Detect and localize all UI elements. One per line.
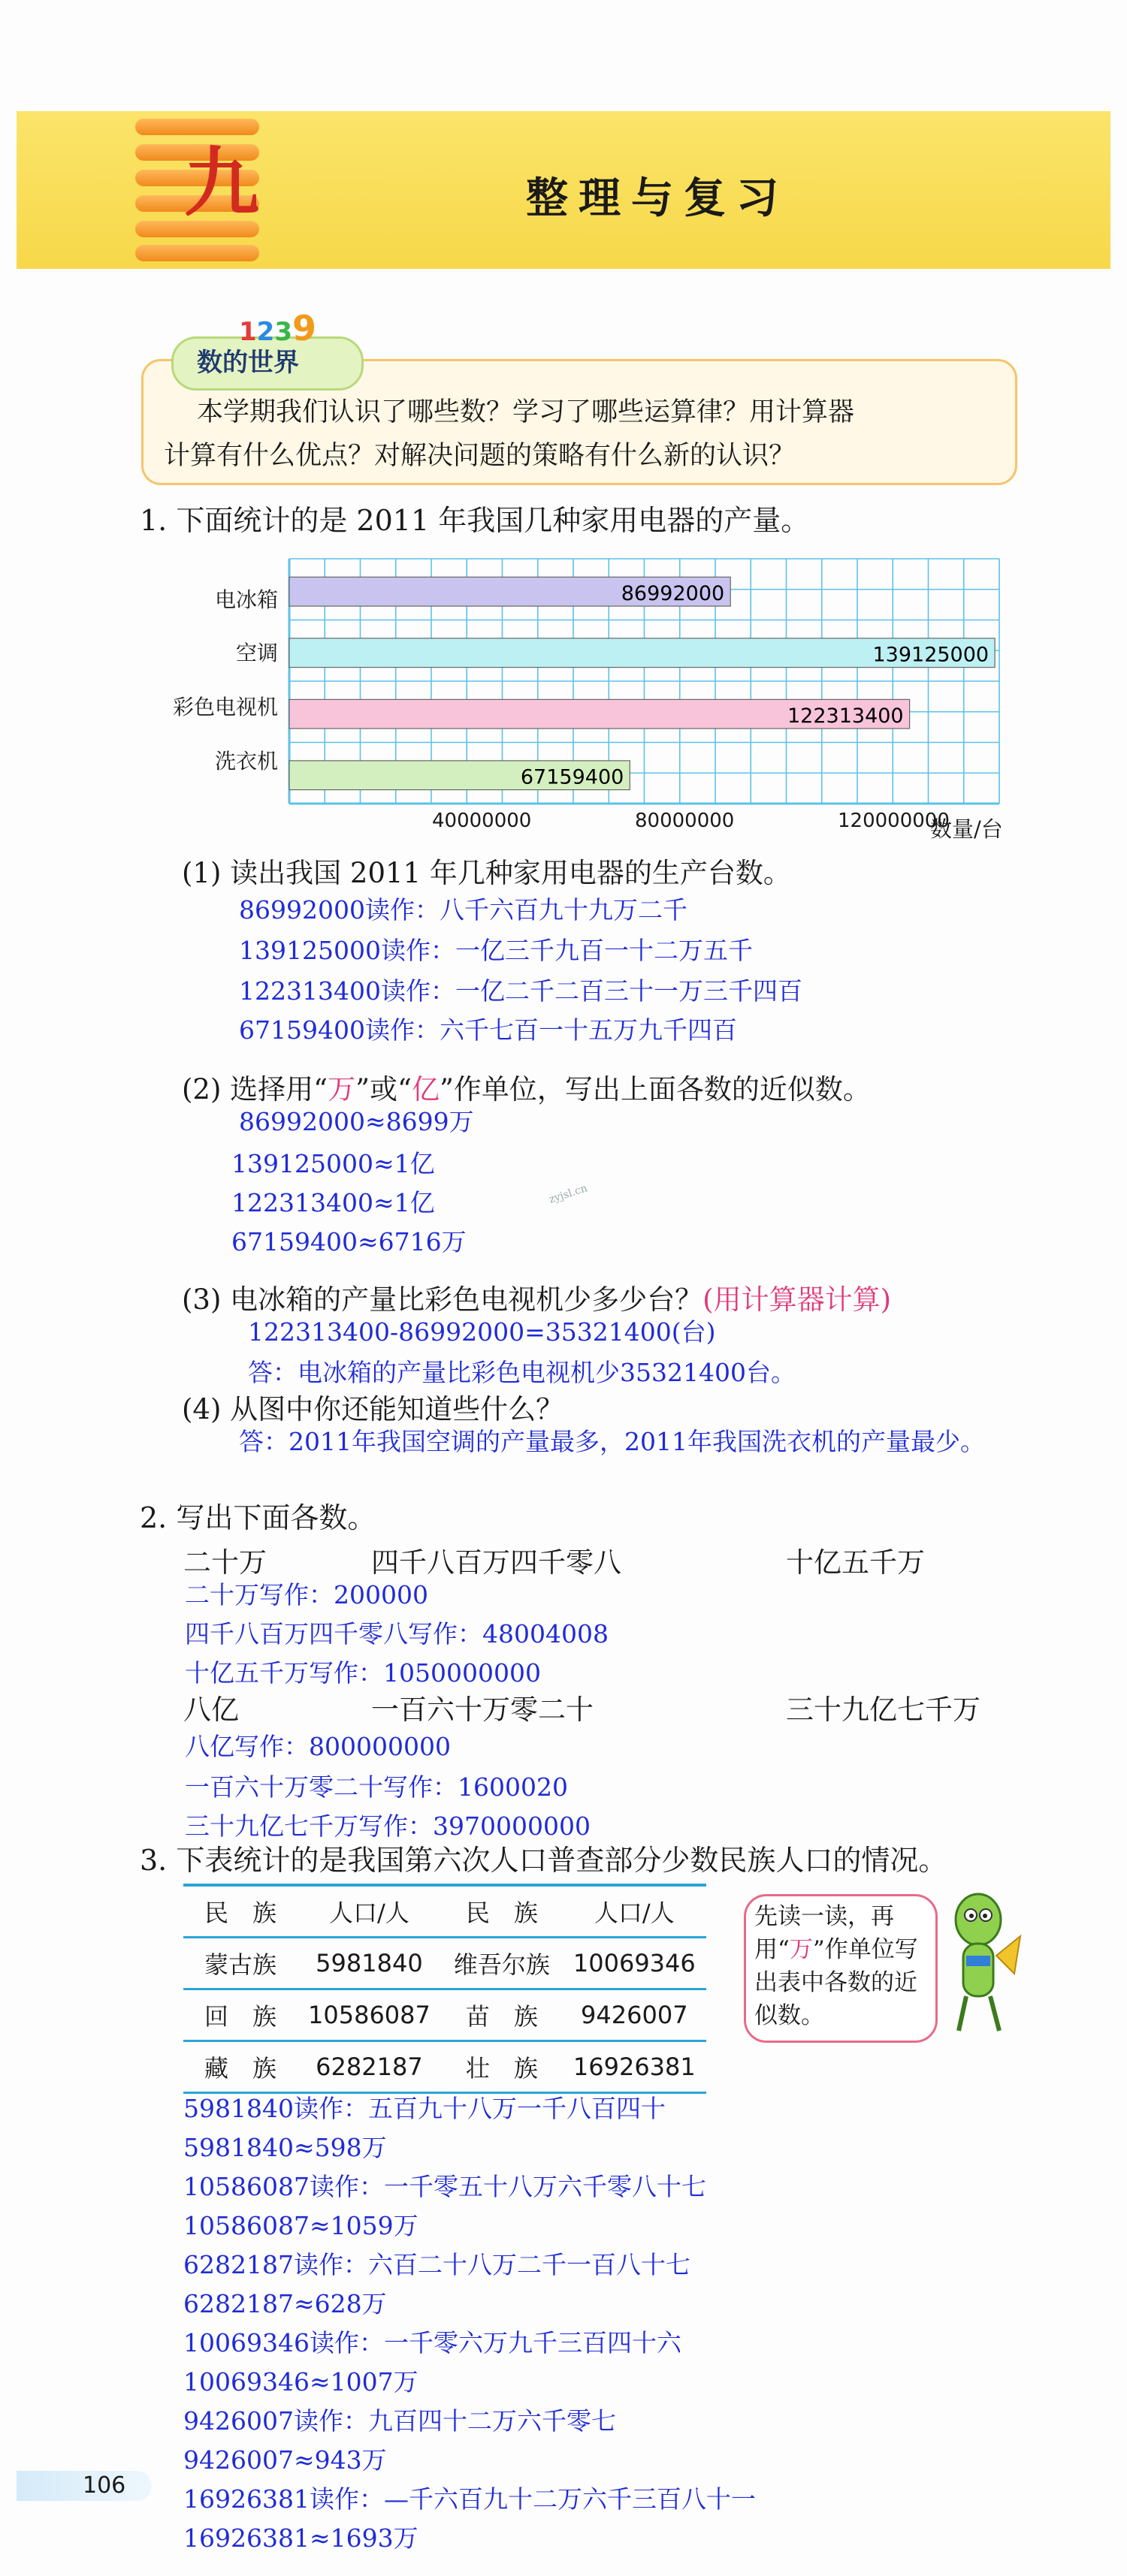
digits-decoration: 1239 [239, 308, 317, 348]
table-cell: 苗 族 [441, 1989, 563, 2041]
table-row [183, 2041, 706, 2093]
q2-prompt: 八亿 [183, 1694, 239, 1726]
answer-line: 十亿五千万写作：1050000000 [185, 1658, 541, 1688]
q2-prompt: 三十九亿七千万 [786, 1694, 980, 1726]
table-cell: 10069346 [563, 1938, 706, 1989]
table-header: 人口/人 [298, 1885, 441, 1938]
answer-line: 16926381≈1693万 [183, 2523, 418, 2553]
chart-bar-value-label: 86992000 [621, 581, 725, 605]
table-cell: 6282187 [298, 2041, 441, 2093]
q2-prompt: 二十万 [183, 1546, 267, 1579]
table-cell: 维吾尔族 [441, 1938, 563, 1989]
answer-line: 一百六十万零二十写作：1600020 [185, 1772, 568, 1802]
answer-line: 10069346读作：一千零六万九千三百四十六 [183, 2328, 681, 2357]
chart-category-label: 洗衣机 [214, 749, 278, 774]
answer-line: 八亿写作：800000000 [185, 1732, 451, 1761]
chart-category-label: 彩色电视机 [172, 695, 278, 719]
answer-line: 四千八百万四千零八写作：48004008 [185, 1619, 609, 1648]
table-cell: 回 族 [183, 1989, 298, 2041]
answer-line: 86992000≈8699万 [239, 1107, 474, 1136]
q1-part4-label: (4) 从图中你还能知道些什么？ [182, 1393, 564, 1425]
population-table [183, 1884, 706, 2094]
chart-category-label: 空调 [235, 641, 278, 665]
answer-line: 67159400读作：六千七百一十五万九千四百 [239, 1015, 737, 1045]
answer-line: 5981840读作：五百九十八万一千八百四十 [183, 2094, 666, 2123]
chart-bar-value-label: 67159400 [520, 765, 624, 789]
chapter-title: 整理与复习 [526, 174, 789, 223]
table-cell: 5981840 [298, 1938, 441, 1989]
calculation-line: 122313400-86992000=35321400(台) [248, 1317, 716, 1347]
chart-x-tick: 80000000 [635, 810, 735, 832]
table-header-row [183, 1885, 706, 1938]
table-cell: 16926381 [563, 2041, 706, 2093]
table-cell: 蒙古族 [183, 1938, 298, 1989]
answer-line: 6282187≈628万 [183, 2289, 387, 2318]
table-cell: 藏 族 [183, 2041, 298, 2093]
page-number: 106 [83, 2472, 126, 2499]
hint-bubble-text: 先读一读，再用“万”作单位写出表中各数的近似数。 [754, 1903, 918, 2029]
chart-bar-value-label: 139125000 [872, 643, 990, 667]
q1-title: 1. 下面统计的是 2011 年我国几种家用电器的产量。 [140, 504, 810, 537]
table-cell: 9426007 [563, 1989, 706, 2041]
answer-line: 二十万写作：200000 [185, 1580, 428, 1609]
chapter-number: 九 [184, 139, 259, 227]
answer-line: 答：2011年我国空调的产量最多，2011年我国洗衣机的产量最少。 [239, 1427, 985, 1456]
watermark: zyjsl.cn [547, 1182, 589, 1206]
answer-line: 122313400读作：一亿二千二百三十一万三千四百 [239, 976, 802, 1006]
q2-prompt: 十亿五千万 [786, 1546, 925, 1579]
answer-line: 67159400≈6716万 [231, 1227, 467, 1256]
table-header: 人口/人 [563, 1885, 706, 1938]
q3-title: 3. 下表统计的是我国第六次人口普查部分少数民族人口的情况。 [140, 1844, 947, 1877]
table-row [183, 1938, 706, 1989]
q1-part3-label: (3) 电冰箱的产量比彩色电视机少多少台？(用计算器计算) [182, 1283, 892, 1316]
table-cell: 10586087 [298, 1989, 441, 2041]
chart-x-axis-label: 数量/台 [930, 816, 1003, 842]
answer-line: 5981840≈598万 [183, 2133, 387, 2162]
intro-line-2: 计算有什么优点？对解决问题的策略有什么新的认识？ [164, 441, 796, 471]
answer-line: 139125000读作：一亿三千九百一十二万五千 [239, 936, 753, 965]
answer-line: 139125000≈1亿 [231, 1149, 435, 1178]
q2-prompt: 四千八百万四千零八 [371, 1546, 621, 1579]
chart-category-label: 电冰箱 [214, 587, 278, 612]
answer-line: 10586087读作：一千零五十八万六千零八十七 [183, 2172, 706, 2201]
answer-line: 9426007≈943万 [183, 2445, 387, 2475]
answer-line: 6282187读作：六百二十八万二千一百八十七 [183, 2250, 690, 2279]
table-cell: 壮 族 [441, 2041, 563, 2093]
intro-line-1: 本学期我们认识了哪些数？学习了哪些运算律？用计算器 [197, 397, 855, 427]
q2-title: 2. 写出下面各数。 [140, 1501, 376, 1534]
q1-part1-label: (1) 读出我国 2011 年几种家用电器的生产台数。 [182, 857, 791, 889]
table-header: 民 族 [441, 1885, 563, 1938]
chart-x-tick: 40000000 [432, 810, 532, 832]
table-header: 民 族 [183, 1885, 298, 1938]
chart-x-tick: 120000000 [838, 810, 950, 832]
answer-line: 9426007读作：九百四十二万六千零七 [183, 2406, 616, 2436]
answer-line: 10069346≈1007万 [183, 2367, 418, 2397]
world-tag-label: 数的世界 [197, 348, 299, 378]
table-row [183, 1989, 706, 2041]
mascot-illustration [936, 1884, 1026, 2041]
answer-line: 86992000读作：八千六百九十九万二千 [239, 895, 687, 925]
answer-line: 10586087≈1059万 [183, 2211, 418, 2240]
answer-line: 122313400≈1亿 [231, 1188, 435, 1217]
answer-line: 16926381读作：—千六百九十二万六千三百八十一 [183, 2484, 756, 2514]
q2-prompt: 一百六十万零二十 [371, 1694, 594, 1726]
answer-line: 答：电冰箱的产量比彩色电视机少35321400台。 [248, 1358, 796, 1387]
q1-part2-label: (2) 选择用“万”或“亿”作单位，写出上面各数的近似数。 [182, 1073, 871, 1106]
answer-line: 三十九亿七千万写作：3970000000 [185, 1811, 591, 1841]
chart-bar-value-label: 122313400 [787, 704, 904, 728]
